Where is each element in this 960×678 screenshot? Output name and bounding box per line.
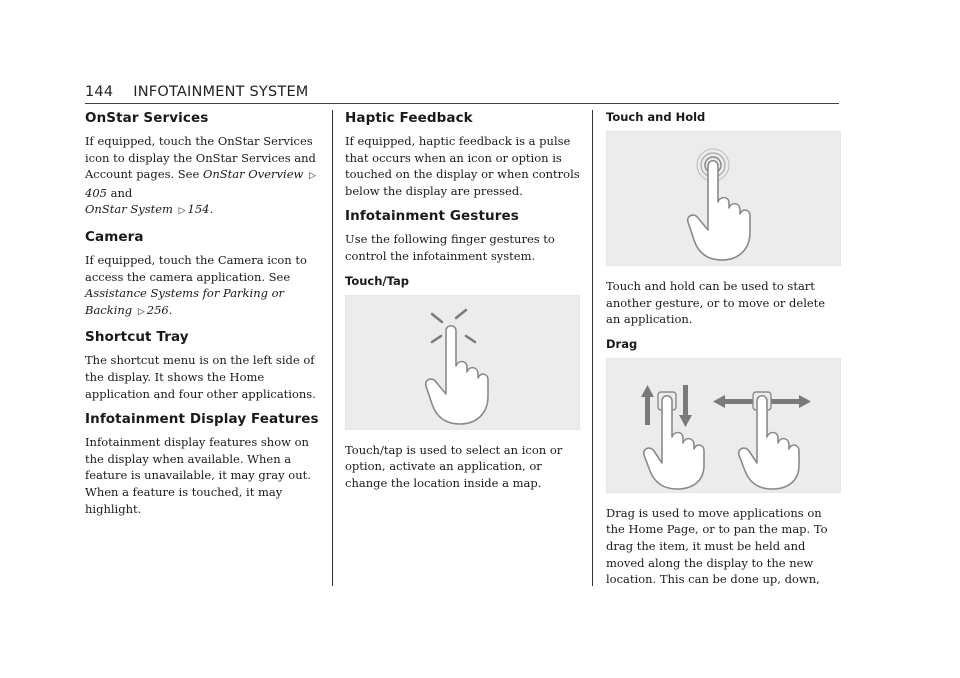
haptic-paragraph: If equipped, haptic feedback is a pulse that occurs when an icon or option is touched on the display or when controls below the display are pressed.	[345, 134, 580, 198]
touch-hold-paragraph: Touch and hold can be used to start another gesture, or to move or delete an application.	[606, 279, 826, 327]
gestures-heading: Infotainment Gestures	[345, 208, 519, 225]
onstar-paragraph: If equipped, touch the OnStar Services icon to display the OnStar Services and Account pages. See OnStar Overview ▷405 and OnStar System ▷ 154.	[85, 133, 320, 220]
shortcut-paragraph: The shortcut menu is on the left side of the display. It shows the Home application and four other applications.	[85, 353, 316, 401]
display-features-paragraph: Infotainment display features show on the display when available. When a feature is unavailable, it may gray out. When a feature is touched, it may highlight.	[85, 435, 311, 516]
haptic-section	[345, 110, 580, 199]
display-features-section	[85, 411, 320, 517]
touch-hold-illustration	[606, 131, 841, 266]
display-features-heading: Infotainment Display Features	[85, 411, 319, 428]
right-arrow-ref-icon: ▷	[178, 206, 186, 217]
camera-heading: Camera	[85, 228, 144, 245]
touch-tap-paragraph: Touch/tap is used to select an icon or option, activate an application, or change the location inside a map.	[345, 442, 563, 490]
page-header	[85, 84, 839, 100]
column-2	[345, 110, 580, 500]
shortcut-heading: Shortcut Tray	[85, 329, 189, 346]
onstar-heading: OnStar Services	[85, 110, 209, 126]
touch-hold-heading: Touch and Hold	[606, 110, 706, 124]
right-arrow-ref-icon: ▷	[137, 306, 145, 317]
header-rule	[85, 103, 839, 104]
gestures-section	[345, 208, 580, 264]
column-3	[606, 110, 841, 597]
drag-heading: Drag	[606, 336, 638, 351]
camera-section	[85, 229, 320, 320]
camera-paragraph: If equipped, touch the Camera icon to access the camera application. See Assistance Systems for Parking or Backing ▷ 256.	[85, 252, 320, 320]
up-arrow-icon	[641, 385, 654, 425]
down-arrow-icon	[679, 385, 692, 427]
right-arrow-icon	[771, 395, 811, 408]
touch-tap-heading: Touch/Tap	[345, 273, 409, 288]
page-number: 144	[85, 84, 114, 100]
parking-assist-link[interactable]: Assistance Systems for Parking or Backing	[85, 286, 285, 317]
column-1	[85, 110, 320, 526]
onstar-overview-link[interactable]: OnStar Overview	[202, 167, 304, 182]
gestures-paragraph: Use the following finger gestures to control the infotainment system.	[345, 232, 555, 263]
onstar-section	[85, 110, 320, 220]
touch-tap-illustration	[345, 295, 580, 430]
hold-hand-icon	[607, 132, 840, 265]
drag-paragraph: Drag is used to move applications on the Home Page, or to pan the map. To drag the item, it must be held and moved along the display to the new location. This can be done up, down,	[606, 505, 828, 587]
column-divider	[332, 110, 333, 586]
haptic-heading: Haptic Feedback	[345, 110, 473, 126]
column-divider	[592, 110, 593, 586]
shortcut-section	[85, 329, 320, 402]
tap-hand-icon	[346, 296, 579, 429]
left-arrow-icon	[713, 395, 753, 408]
drag-hand-icons	[607, 359, 840, 492]
section-title: INFOTAINMENT SYSTEM	[133, 84, 309, 100]
drag-illustration	[606, 358, 841, 493]
onstar-system-link[interactable]: OnStar System	[85, 202, 173, 217]
right-arrow-ref-icon: ▷	[309, 171, 316, 182]
